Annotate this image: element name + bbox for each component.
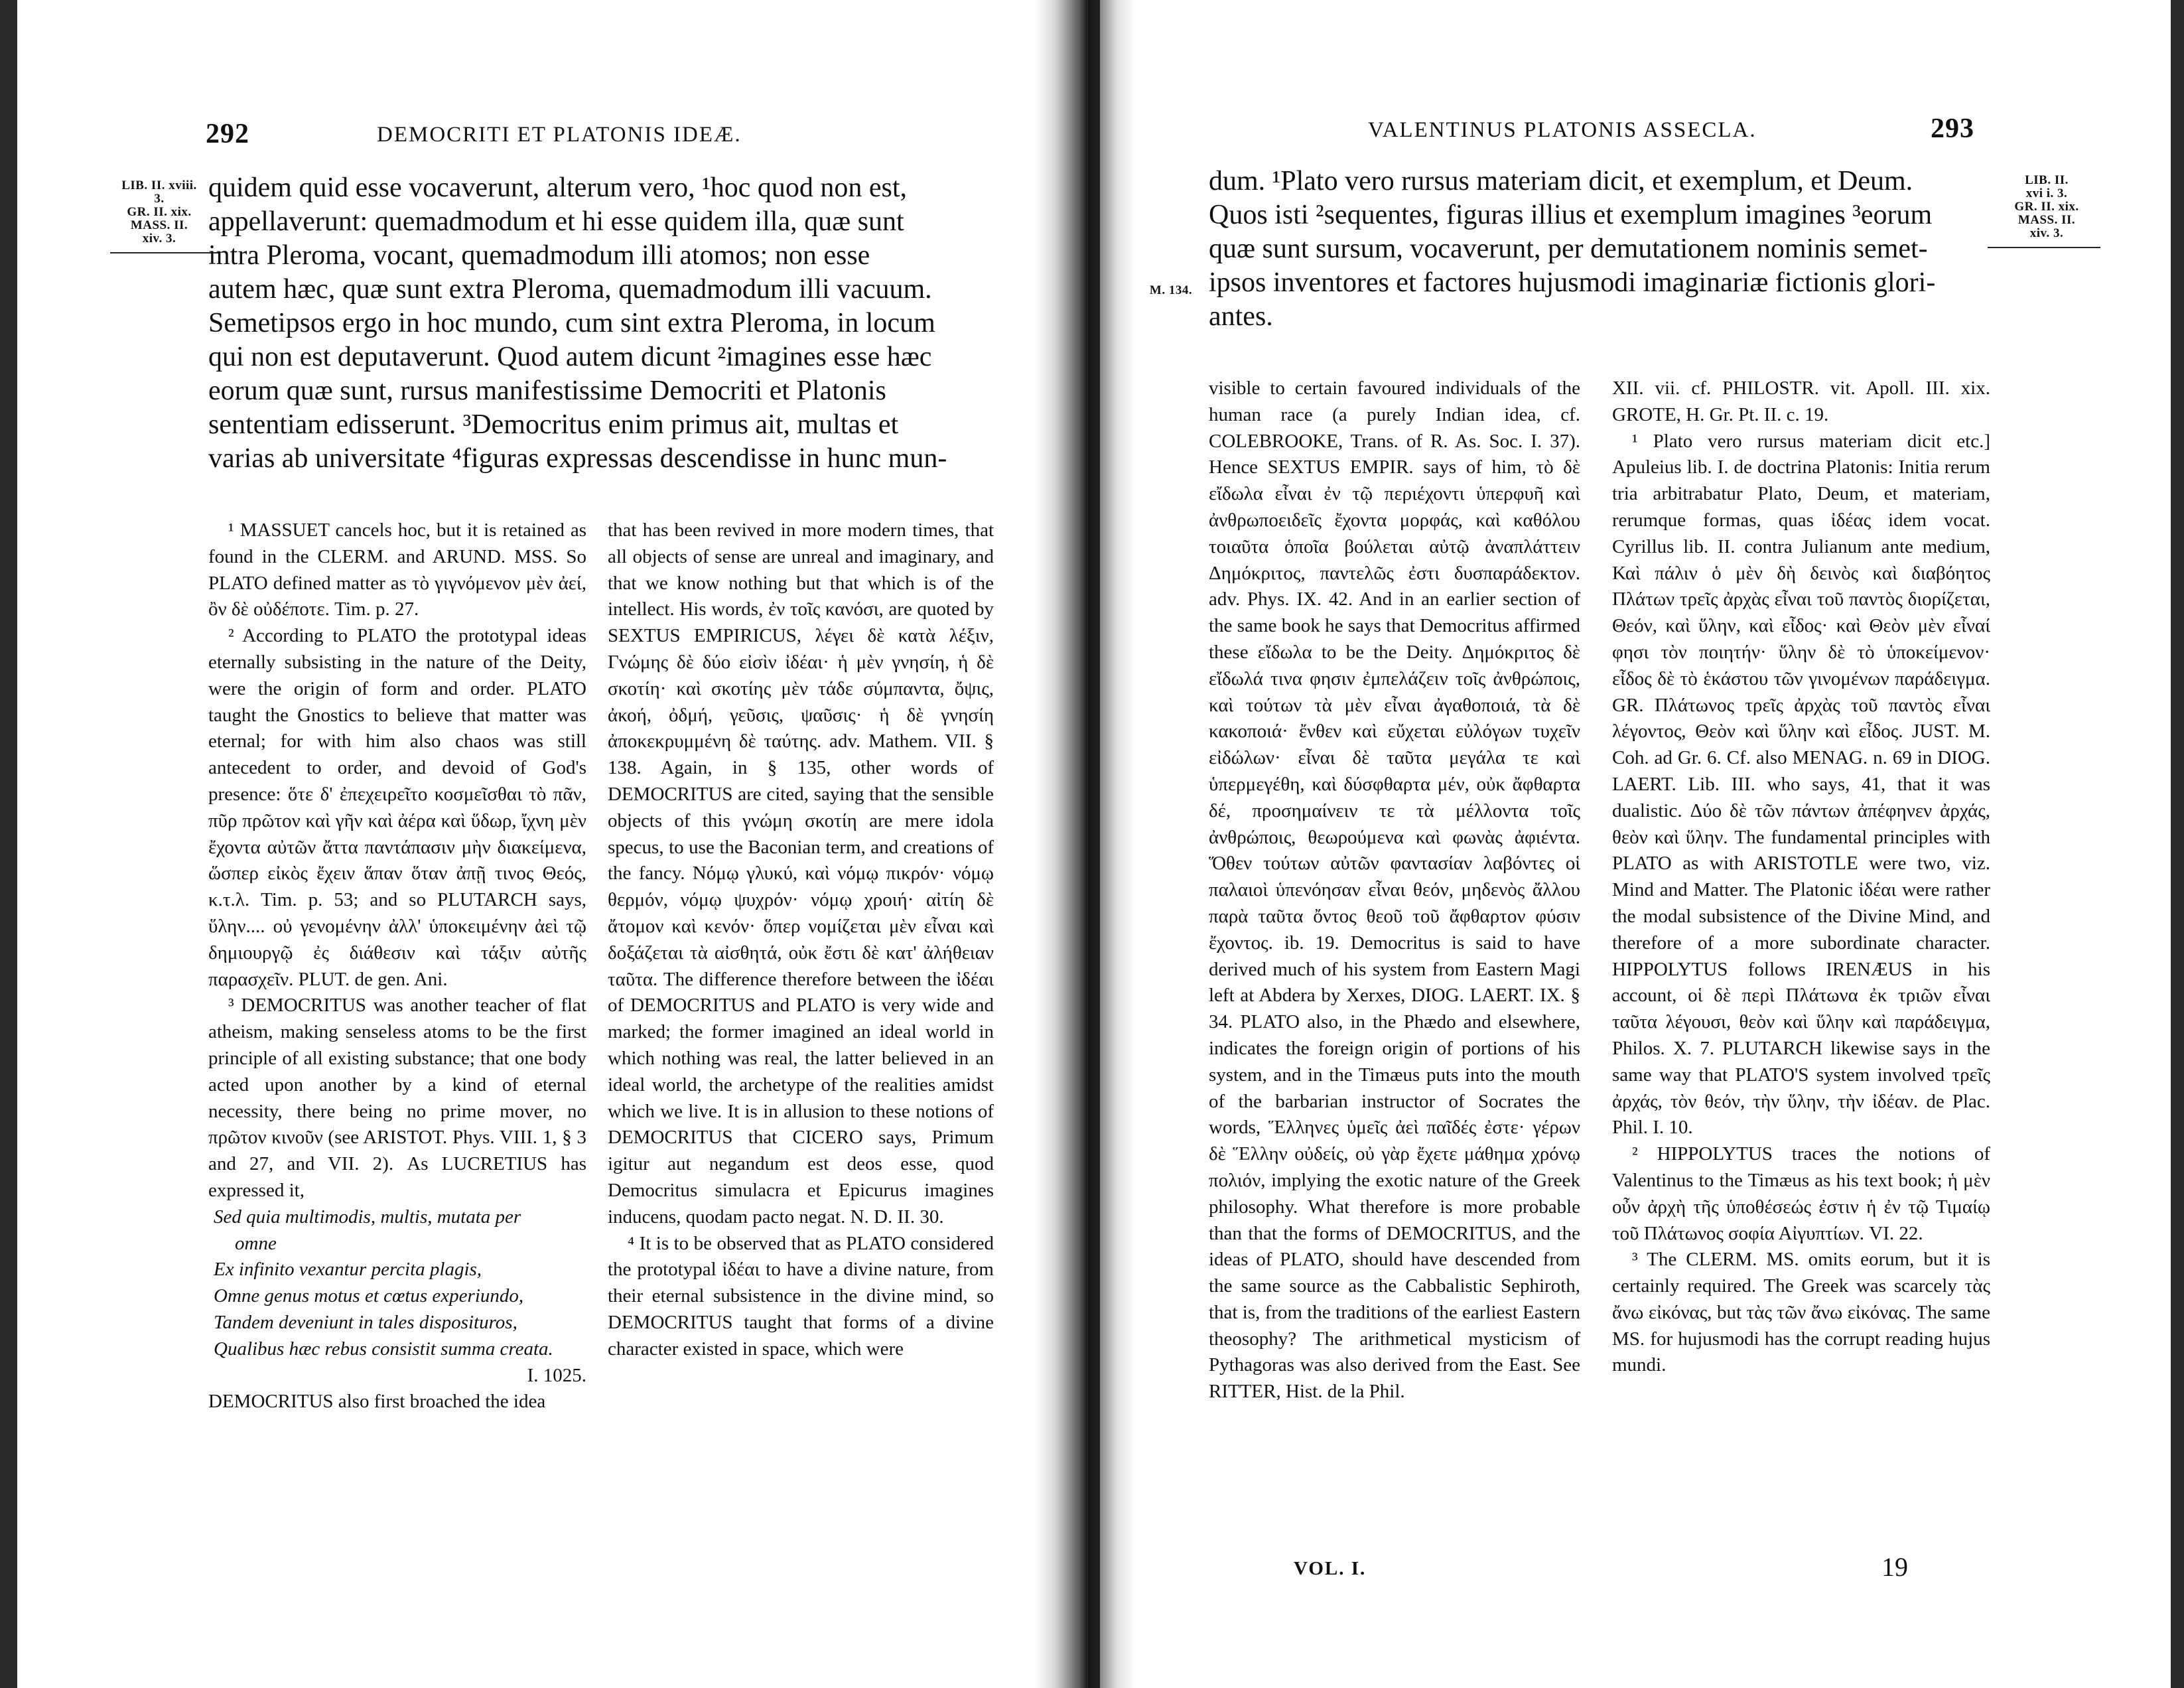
margin-ref-line: xiv. 3. bbox=[2029, 226, 2064, 240]
folio-left: 292 bbox=[206, 119, 249, 149]
footnote-continuation: DEMOCRITUS also first broached the idea bbox=[208, 1391, 546, 1413]
margin-ref-line: MASS. II. bbox=[2017, 213, 2076, 227]
folio-right: 293 bbox=[1931, 113, 1974, 144]
margin-ref-line: GR. II. xix. bbox=[127, 205, 192, 219]
spine-shadow bbox=[1088, 0, 1100, 1688]
text-line: antes. bbox=[1209, 301, 1273, 332]
book-spine bbox=[1035, 0, 1134, 1688]
margin-m-ref: M. 134. bbox=[1149, 283, 1193, 297]
verse-line: Tandem deveniunt in tales disposituros, bbox=[214, 1311, 517, 1333]
footnotes-right-col2 bbox=[1612, 376, 1990, 1379]
margin-ref-line: LIB. II. bbox=[2025, 173, 2069, 187]
footnote: ² According to PLATO the prototypal ideas eternally subsisting in the nature of the Deity, were the origin of form and order. PLATO taught the Gnostics to believe that matter was eternal; for with him also chaos was still antecedent to order, and devoid of God's presence: ὅτε δ' ἐπεχειρεῖτο κοσμεῖσθαι τὸ πᾶν, πῦρ πρῶτον καὶ γῆν καὶ ἀέρα καὶ ὕδωρ, ἴχνη μὲν ἔχοντα αὐτῶν ἄττα παντάπασιν μὴν διακείμενα, ὥσπερ εἰκὸς ἔχειν ἅπαν ὅταν ἀπῇ τινος Θεός, κ.τ.λ. Tim. p. 53; and so PLUTARCH says, ὕλην.... οὐ γενομένην ἀλλ' ὑποκειμένην ἀεὶ τῷ δημιουργῷ ἐς διάθεσιν καὶ τάξιν αὐτῆς παρασχεῖν. PLUT. de gen. Ani. bbox=[208, 625, 586, 990]
text-line: eorum quæ sunt, rursus manifestissime Democriti et Platonis bbox=[208, 376, 886, 406]
footnote: ² HIPPOLYTUS traces the notions of Valentinus to the Timæus as his text book; ἡ μὲν οὖν ἀρχὴ τῆς ὑποθέσεώς ἐστιν ἡ ἐν τῷ Τιμαίῳ τοῦ Πλάτωνος σοφία Αἰγυπτίων. VI. 22. bbox=[1612, 1143, 1990, 1244]
margin-ref-line: MASS. II. bbox=[130, 218, 188, 232]
footnotes-left-col1 bbox=[208, 518, 586, 1415]
footnotes-left-col2 bbox=[608, 518, 994, 1363]
margin-reference-left bbox=[100, 179, 219, 246]
margin-ref-line: 3. bbox=[154, 192, 165, 206]
margin-rule-right bbox=[1988, 247, 2100, 248]
main-text-right bbox=[1209, 165, 1972, 334]
text-line: autem hæc, quæ sunt extra Pleroma, quemadmodum illi vacuum. bbox=[208, 274, 932, 305]
main-text-left bbox=[208, 171, 994, 476]
verse-line: omne bbox=[235, 1232, 277, 1254]
footnote: ⁴ It is to be observed that as PLATO considered the prototypal ἰδέαι to have a divine nature, from their eternal subsistence in the divine mind, so DEMOCRITUS taught that forms of a divine character existed in space, which were bbox=[608, 1232, 994, 1360]
text-line: ipsos inventores et factores hujusmodi imaginariæ fictionis glori- bbox=[1209, 267, 1936, 298]
signature-mark: VOL. I. bbox=[1294, 1558, 1367, 1579]
text-line: qui non est deputaverunt. Quod autem dicunt ²imagines esse hæc bbox=[208, 342, 932, 372]
margin-ref-line: xvi i. 3. bbox=[2025, 186, 2068, 200]
text-line: quæ sunt sursum, vocaverunt, per demutationem nominis semet- bbox=[1209, 234, 1928, 264]
margin-reference-right bbox=[1997, 174, 2096, 240]
footnote: that has been revived in more modern times, that all objects of sense are unreal and imaginary, and that we know nothing but that which is of the intellect. His words, ἐν τοῖς κανόσι, are quoted by SEXTUS EMPIRICUS, λέγει δὲ κατὰ λέξιν, Γνώμης δὲ δύο εἰσὶν ἰδέαι· ἡ μὲν γνησίη, ἡ δὲ σκοτίη· καὶ σκοτίης μὲν τάδε σύμπαντα, ὄψις, ἀκοή, ὀδμή, γεῦσις, ψαῦσις· ἡ δὲ γνησίη ἀποκεκρυμμένη δὲ ταύτης. adv. Mathem. VII. § 138. Again, in § 135, other words of DEMOCRITUS are cited, saying that the sensible objects of this γνώμη σκοτίη are mere idola specus, to use the Baconian term, and creations of the fancy. Νόμῳ γλυκύ, καὶ νόμῳ πικρόν· νόμῳ θερμόν, νόμῳ ψυχρόν· νόμῳ χροιή· αἰτίη δὲ ἄτομον καὶ κενόν· ὅπερ νομίζεται μὲν εἶναι καὶ δοξάζεται τὰ αἰσθητά, οὐκ ἔστι δὲ κατ' ἀλήθειαν ταῦτα. The difference therefore between the ἰδέαι of DEMOCRITUS and PLATO is very wide and marked; the former imagined an ideal world in which nothing was real, the latter believed in an ideal world, the archetype of the realities amidst which we live. It is in allusion to these notions of DEMOCRITUS that CICERO says, Primum igitur aut negandum est deos esse, quod Democritus simulacra et Epicurus imagines inducens, quodam pacto negat. N. D. II. 30. bbox=[608, 520, 994, 1228]
text-line: Quos isti ²sequentes, figuras illius et exemplum imagines ³eorum bbox=[1209, 200, 1933, 230]
text-line: intra Pleroma, vocant, quemadmodum illi atomos; non esse bbox=[208, 240, 870, 271]
verse-line: Omne genus motus et cœtus experiundo, bbox=[214, 1285, 524, 1307]
footnote: ³ The CLERM. MS. omits eorum, but it is certainly required. The Greek was scarcely τὰς ἄνω εἰκόνας, but τὰς τῶν ἄνω εἰκόνας. The same MS. for hujusmodi has the corrupt reading hujus mundi. bbox=[1612, 1249, 1990, 1376]
margin-ref-line: LIB. II. xviii. bbox=[121, 178, 197, 192]
footnote: visible to certain favoured individuals of the human race (a purely Indian idea, cf. COLEBROOKE, Trans. of R. As. Soc. I. 37). Hence SEXTUS EMPIR. says of him, τὸ δὲ εἴδωλα εἶναι ἐν τῷ περιέχοντι ὑπερφυῆ καὶ ἀνθρωποειδεῖς ἔχοντα μορφάς, καὶ καθόλου τοιαῦτα ὁποῖα βούλεται αὐτῷ ἀναπλάττειν Δημόκριτος, παντελῶς ἐστι δυσπαράδεκτον. adv. Phys. IX. 42. And in an earlier section of the same book he says that Democritus affirmed these εἴδωλα to be the Deity. Δημόκριτος δὲ εἴδωλά τινα φησιν ἐμπελάζειν τοῖς ἀνθρώποις, καὶ τούτων τὰ μὲν εἶναι ἀγαθοποιά, τὰ δὲ κακοποιά· ἔνθεν καὶ εὔχεται εὐλόγων τυχεῖν εἰδώλων· εἶναι δὲ ταῦτα μεγάλα τε καὶ ὑπερμεγέθη, καὶ δύσφθαρτα μέν, οὐκ ἄφθαρτα δέ, προσημαίνειν τε τὰ μέλλοντα τοῖς ἀνθρώποις, θεωρούμενα καὶ φωνὰς ἀφιέντα. Ὅθεν τούτων αὐτῶν φαντασίαν λαβόντες οἱ παλαιοὶ ὑπενόησαν εἶναι θεόν, μηδενὸς ἄλλου παρὰ ταῦτα ὄντος θεοῦ τοῦ ἄφθαρτον φύσιν ἔχοντος. ib. 19. Democritus is said to have derived much of his system from Eastern Magi left at Abdera by Xerxes, DIOG. LAERT. IX. § 34. PLATO also, in the Phædo and elsewhere, indicates the foreign origin of portions of his system, and in the Timæus puts into the mouth of the barbarian instructor of Socrates the words, Ἕλληνες ὑμεῖς ἀεὶ παῖδές ἐστε· γέρων δὲ Ἕλλην οὐδείς, οὐ γὰρ ἔχετε μάθημα χρόνῳ πολιόν, implying the exotic nature of the Greek philosophy. What therefore is more probable than that the forms of DEMOCRITUS, and the ideas of PLATO, should have descended from the same source as the Cabbalistic Sephiroth, that is, from the traditions of the earliest Eastern theosophy? The arithmetical mysticism of Pythagoras was also derived from the East. See RITTER, Hist. de la Phil. bbox=[1209, 378, 1580, 1403]
text-line: varias ab universitate ⁴figuras expressas descendisse in hunc mun- bbox=[208, 443, 947, 474]
text-line: dum. ¹Plato vero rursus materiam dicit, et exemplum, et Deum. bbox=[1209, 166, 1913, 196]
verse-line: Sed quia multimodis, multis, mutata per bbox=[214, 1206, 521, 1228]
verse-line: Qualibus hæc rebus consistit summa creata. bbox=[214, 1338, 553, 1360]
text-line: sententiam edisserunt. ³Democritus enim primus ait, multas et bbox=[208, 409, 899, 440]
running-head-left: DEMOCRITI ET PLATONIS IDEÆ. bbox=[377, 123, 742, 147]
margin-ref-line: GR. II. xix. bbox=[2014, 200, 2079, 214]
page-edge-left bbox=[0, 0, 17, 1688]
verse-reference: I. 1025. bbox=[527, 1364, 586, 1386]
verse-line: Ex infinito vexantur percita plagis, bbox=[214, 1259, 482, 1281]
footnotes-right-col1 bbox=[1209, 376, 1580, 1405]
right-page bbox=[1134, 0, 2171, 1688]
footnote: ³ DEMOCRITUS was another teacher of flat atheism, making senseless atoms to be the first principle of all existing substance; that one body acted upon another by a kind of eternal necessity, there being no prime mover, no πρῶτον κινοῦν (see ARISTOT. Phys. VIII. 1, § 3 and 27, and VII. 2). As LUCRETIUS has expressed it, bbox=[208, 995, 586, 1201]
running-head-right: VALENTINUS PLATONIS ASSECLA. bbox=[1368, 118, 1757, 142]
signature-number: 19 bbox=[1881, 1552, 1908, 1582]
page-edge-right bbox=[2171, 0, 2184, 1688]
footnote: ¹ MASSUET cancels hoc, but it is retained as found in the CLERM. and ARUND. MSS. So PLATO defined matter as τὸ γιγνόμενον μὲν ἀεί, ὂν δὲ οὐδέποτε. Tim. p. 27. bbox=[208, 520, 586, 620]
text-line: appellaverunt: quemadmodum et hi esse quidem illa, quæ sunt bbox=[208, 206, 904, 237]
margin-ref-line: xiv. 3. bbox=[142, 232, 176, 246]
footnote: ¹ Plato vero rursus materiam dicit etc.] Apuleius lib. I. de doctrina Platonis: Initia rerum tria arbitrabatur Plato, Deum, et materiam, rerumque formas, quas ἰδέας idem vocat. Cyrillus lib. II. contra Julianum ante medium, Καὶ πάλιν ὁ μὲν δὴ δεινὸς καὶ διαβόητος Πλάτων τρεῖς ἀρχὰς εἶναι τοῦ παντὸς διορίζεται, Θεόν, καὶ ὕλην, καὶ εἶδος· καὶ Θεὸν μὲν εἶναί φησι τὸν ποιητήν· ὕλην δὲ τὸ ὑποκείμενον· εἶδος δὲ τὸ ἑκάστου τῶν γινομένων παράδειγμα. GR. Πλάτωνος τρεῖς ἀρχὰς τοῦ παντὸς εἶναι λέγοντος, Θεὸν καὶ ὕλην καὶ εἶδος. JUST. M. Coh. ad Gr. 6. Cf. also MENAG. n. 69 in DIOG. LAERT. Lib. III. who says, 41, that it was dualistic. Δύο δὲ τῶν πάντων ἀπέφηνεν ἀρχάς, θεὸν καὶ ὕλην. The fundamental principles with PLATO as with ARISTOTLE were two, viz. Mind and Matter. The Platonic ἰδέαι were rather the modal subsistence of the Divine Mind, and therefore of a more subordinate character. HIPPOLYTUS follows IRENÆUS in his account, οἱ δὲ περὶ Πλάτωνα ἐκ τριῶν εἶναι ταῦτα λέγουσι, θεὸν καὶ ὕλην καὶ παράδειγμα, Philos. X. 7. PLUTARCH likewise says in the same way that PLATO'S system involved τρεῖς ἀρχάς, τὸν θεόν, τὴν ὕλην, τὴν ἰδέαν. de Plac. Phil. I. 10. bbox=[1612, 430, 1990, 1139]
text-line: quidem quid esse vocaverunt, alterum vero, ¹hoc quod non est, bbox=[208, 173, 907, 203]
text-line: Semetipsos ergo in hoc mundo, cum sint extra Pleroma, in locum bbox=[208, 308, 935, 338]
left-page bbox=[17, 0, 1035, 1688]
footnote: XII. vii. cf. PHILOSTR. vit. Apoll. III. xix. GROTE, H. Gr. Pt. II. c. 19. bbox=[1612, 378, 1990, 425]
margin-rule-left bbox=[110, 252, 219, 253]
